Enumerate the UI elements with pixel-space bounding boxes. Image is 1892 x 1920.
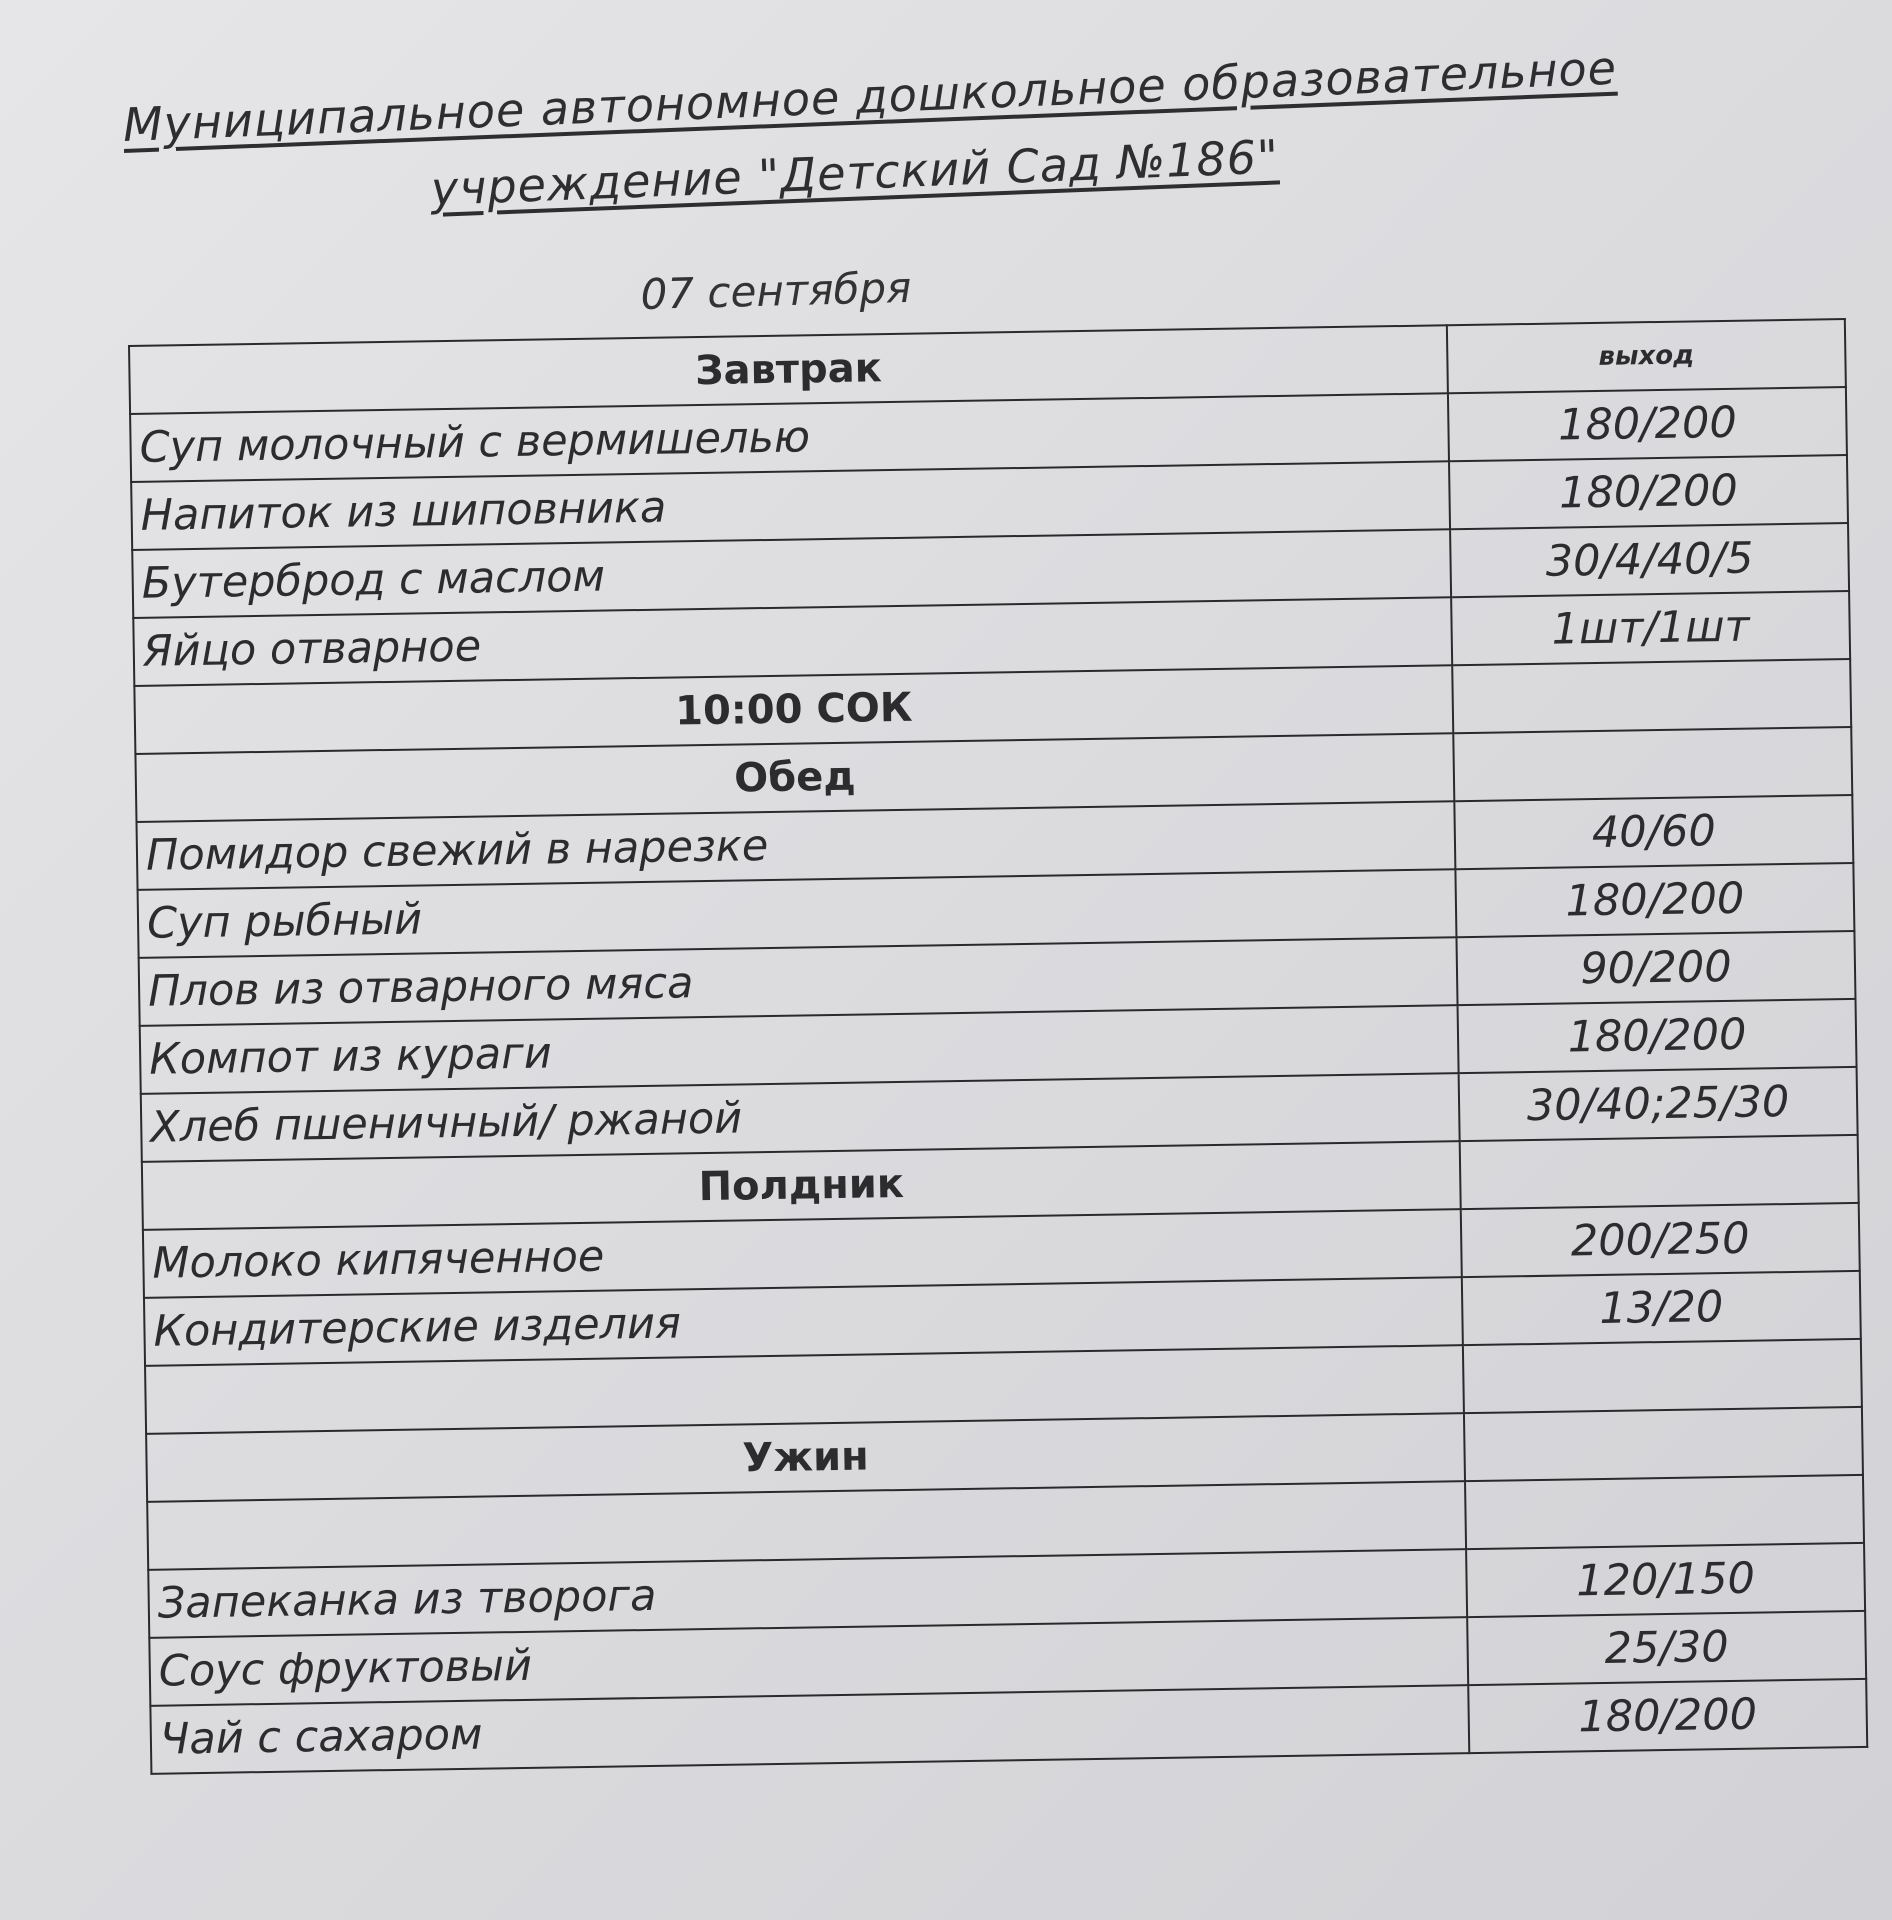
menu-table <box>128 318 1868 1775</box>
dish-name-cell: Соус фруктовый <box>149 1617 1468 1706</box>
section-title-cell: Полдник <box>142 1141 1461 1230</box>
portion-output-cell: 1шт/1шт <box>1451 591 1850 665</box>
portion-output-cell: 180/200 <box>1468 1679 1867 1753</box>
dish-name-cell: Кондитерские изделия <box>144 1277 1463 1366</box>
portion-output-cell: 30/4/40/5 <box>1450 523 1849 597</box>
portion-output-cell: 200/250 <box>1461 1203 1860 1277</box>
menu-table-wrapper <box>128 318 1868 1775</box>
dish-name-cell: Компот из кураги <box>140 1005 1459 1094</box>
dish-name-cell: Помидор свежий в нарезке <box>136 801 1455 890</box>
portion-output-cell: 13/20 <box>1462 1271 1861 1345</box>
portion-output-cell <box>1453 727 1852 801</box>
dish-name-cell: Суп рыбный <box>138 869 1457 958</box>
portion-output-cell: 180/200 <box>1455 863 1854 937</box>
menu-date: 07 сентября <box>640 262 912 319</box>
portion-output-cell: 180/200 <box>1449 455 1848 529</box>
dish-name-cell: Молоко кипяченное <box>143 1209 1462 1298</box>
document-title-line-1: Муниципальное автономное дошкольное образовательное <box>122 40 1618 152</box>
portion-output-cell: 120/150 <box>1466 1543 1865 1617</box>
dish-name-cell: Чай с сахаром <box>150 1685 1469 1774</box>
dish-name-cell: Яйцо отварное <box>133 597 1452 686</box>
portion-output-cell: 25/30 <box>1467 1611 1866 1685</box>
portion-output-cell <box>1463 1339 1862 1413</box>
portion-output-cell: 180/200 <box>1448 387 1847 461</box>
dish-name-cell: Суп молочный с вермишелью <box>130 393 1449 482</box>
header-meal-cell: Завтрак <box>129 325 1448 414</box>
dish-name-cell: Запеканка из творога <box>148 1549 1467 1638</box>
portion-output-cell <box>1460 1135 1859 1209</box>
document-title-line-2: учреждение "Детский Сад №186" <box>430 129 1281 216</box>
portion-output-cell: 180/200 <box>1458 999 1857 1073</box>
dish-name-cell: Бутерброд с маслом <box>132 529 1451 618</box>
section-title-cell: 10:00 СОК <box>134 665 1453 754</box>
header-output-cell: выход <box>1447 319 1846 393</box>
dish-name-cell: Напиток из шиповника <box>131 461 1450 550</box>
portion-output-cell: 40/60 <box>1454 795 1853 869</box>
section-title-cell: Обед <box>135 733 1454 822</box>
portion-output-cell: 90/200 <box>1456 931 1855 1005</box>
dish-name-cell: Хлеб пшеничный/ ржаной <box>141 1073 1460 1162</box>
portion-output-cell <box>1465 1475 1864 1549</box>
section-title-cell: Ужин <box>146 1413 1465 1502</box>
dish-name-cell: Плов из отварного мяса <box>139 937 1458 1026</box>
portion-output-cell <box>1464 1407 1863 1481</box>
portion-output-cell: 30/40;25/30 <box>1459 1067 1858 1141</box>
portion-output-cell <box>1452 659 1851 733</box>
menu-table-body <box>129 319 1867 1774</box>
